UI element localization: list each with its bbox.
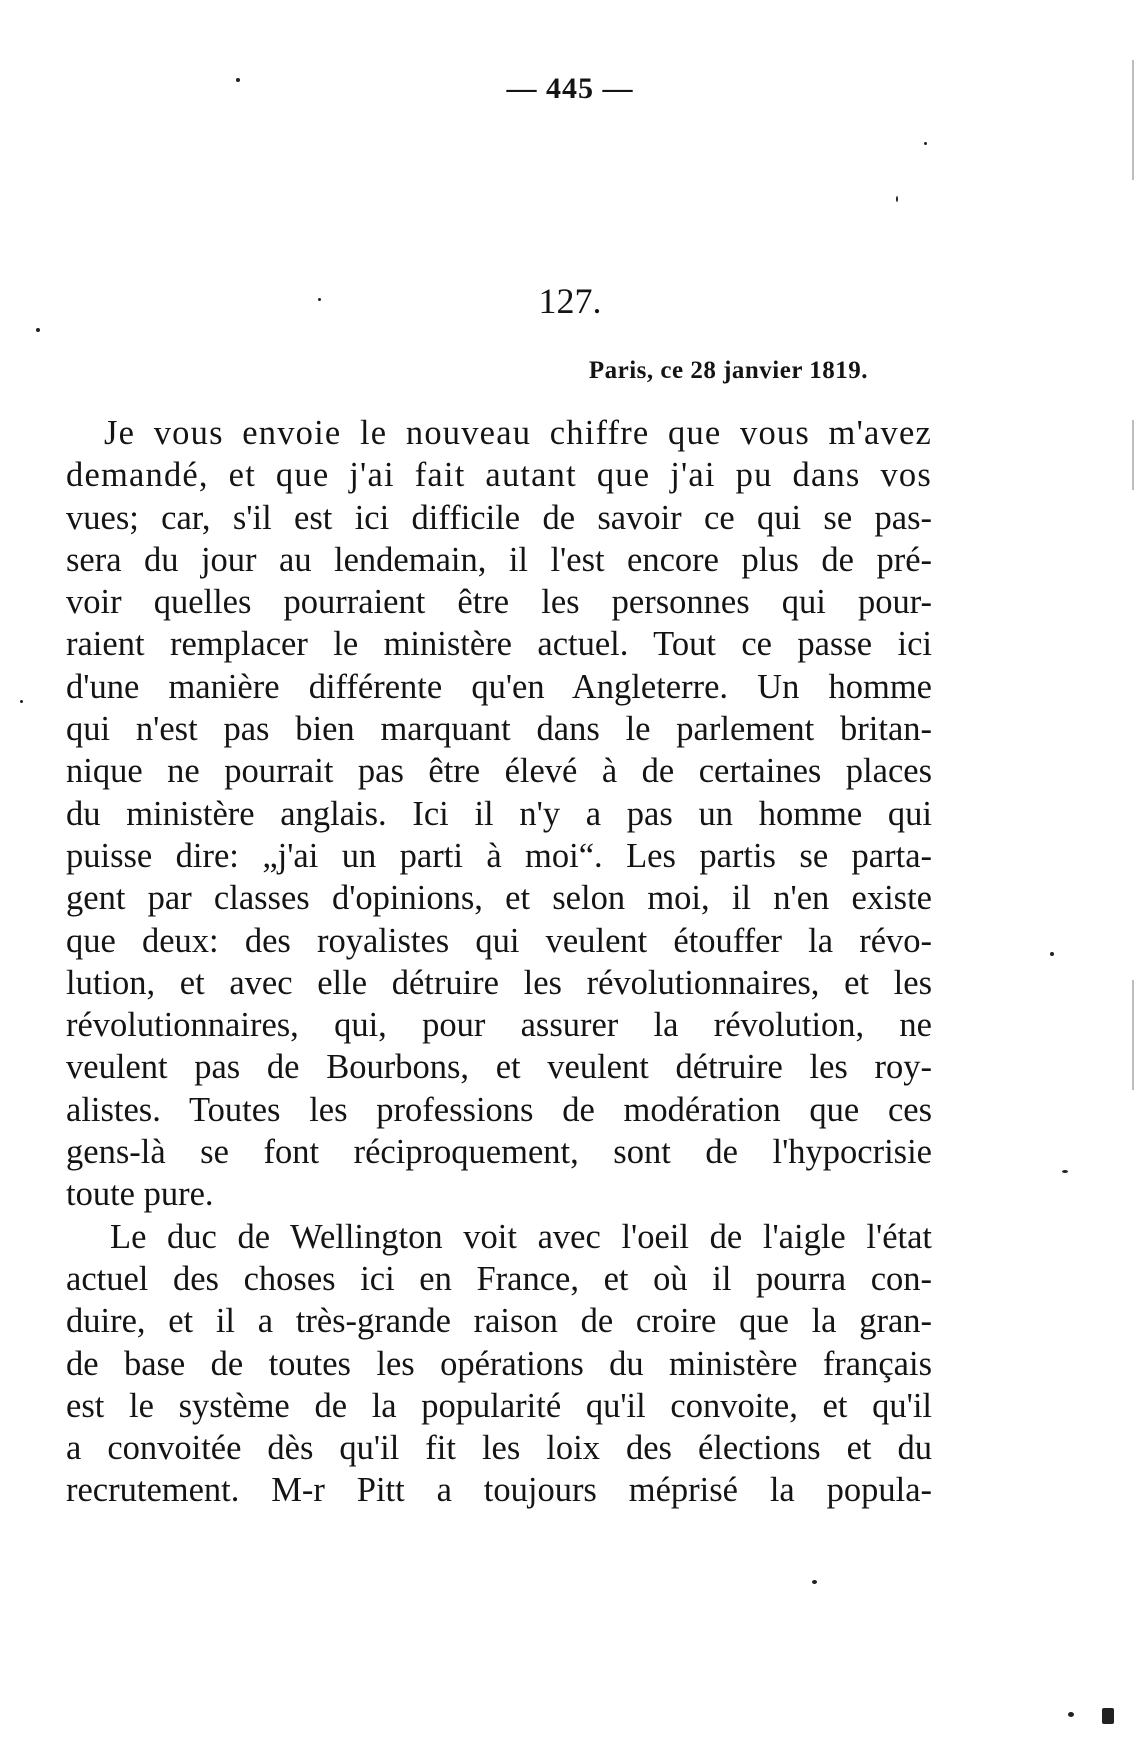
text-line: que deux: des royalistes qui veulent étouffer la révo- — [66, 921, 932, 960]
scan-speck — [812, 1580, 817, 1584]
page-edge-line — [1132, 420, 1134, 490]
page-number: — 445 — — [506, 72, 634, 105]
scan-speck — [924, 142, 927, 145]
text-line: demandé, et que j'ai fait autant que j'ai pu dans vos — [66, 456, 932, 495]
text-line: veulent pas de Bourbons, et veulent détruire les roy- — [66, 1048, 932, 1087]
text-line: vues; car, s'il est ici difficile de savoir ce qui se pas- — [66, 498, 932, 537]
text-line: duire, et il a très-grande raison de croire que la gran- — [66, 1302, 932, 1341]
text-line: révolutionnaires, qui, pour assurer la révolution, ne — [66, 1006, 932, 1045]
text-line: gens-là se font réciproquement, sont de l'hypocrisie — [66, 1133, 932, 1172]
text-line: gent par classes d'opinions, et selon moi, il n'en existe — [66, 879, 932, 918]
page-edge-line — [1132, 60, 1134, 180]
scan-speck — [236, 78, 240, 82]
text-line: alistes. Toutes les professions de modération que ces — [66, 1090, 932, 1129]
scan-speck — [1062, 1170, 1068, 1173]
scan-speck — [20, 700, 23, 703]
text-line: actuel des choses ici en France, et où il pourra con- — [66, 1259, 932, 1298]
text-line: puisse dire: „j'ai un parti à moi“. Les partis se parta- — [66, 836, 932, 875]
text-line: nique ne pourrait pas être élevé à de certaines places — [66, 752, 932, 791]
text-line: qui n'est pas bien marquant dans le parlement britan- — [66, 710, 932, 749]
text-line: raient remplacer le ministère actuel. Tout ce passe ici — [66, 625, 932, 664]
text-line: recrutement. M-r Pitt a toujours méprisé la popula- — [66, 1471, 932, 1510]
text-line: de base de toutes les opérations du ministère français — [66, 1344, 932, 1383]
scan-speck — [1050, 952, 1054, 956]
scan-speck — [896, 196, 898, 202]
text-line: toute pure. — [66, 1175, 214, 1214]
scan-speck — [1102, 1708, 1114, 1724]
text-line: est le système de la popularité qu'il convoite, et qu'il — [66, 1386, 932, 1425]
text-line: Le duc de Wellington voit avec l'oeil de l'aigle l'état — [110, 1217, 932, 1256]
dateline: Paris, ce 28 janvier 1819. — [588, 357, 868, 384]
letter-body — [66, 412, 932, 1512]
text-line: d'une manière différente qu'en Angleterre. Un homme — [66, 667, 932, 706]
scan-speck — [318, 298, 321, 301]
text-line: du ministère anglais. Ici il n'y a pas un homme qui — [66, 794, 932, 833]
scan-speck — [36, 328, 40, 332]
text-line: a convoitée dès qu'il fit les loix des élections et du — [66, 1429, 932, 1468]
scan-speck — [1068, 1712, 1074, 1717]
text-line: Je vous envoie le nouveau chiffre que vous m'avez — [104, 414, 932, 452]
text-line: voir quelles pourraient être les personnes qui pour- — [66, 583, 932, 622]
page-edge-line — [1132, 980, 1134, 1090]
text-line: lution, et avec elle détruire les révolutionnaires, et les — [66, 963, 932, 1002]
text-line: sera du jour au lendemain, il l'est encore plus de pré- — [66, 540, 932, 579]
letter-number: 127. — [538, 281, 602, 321]
